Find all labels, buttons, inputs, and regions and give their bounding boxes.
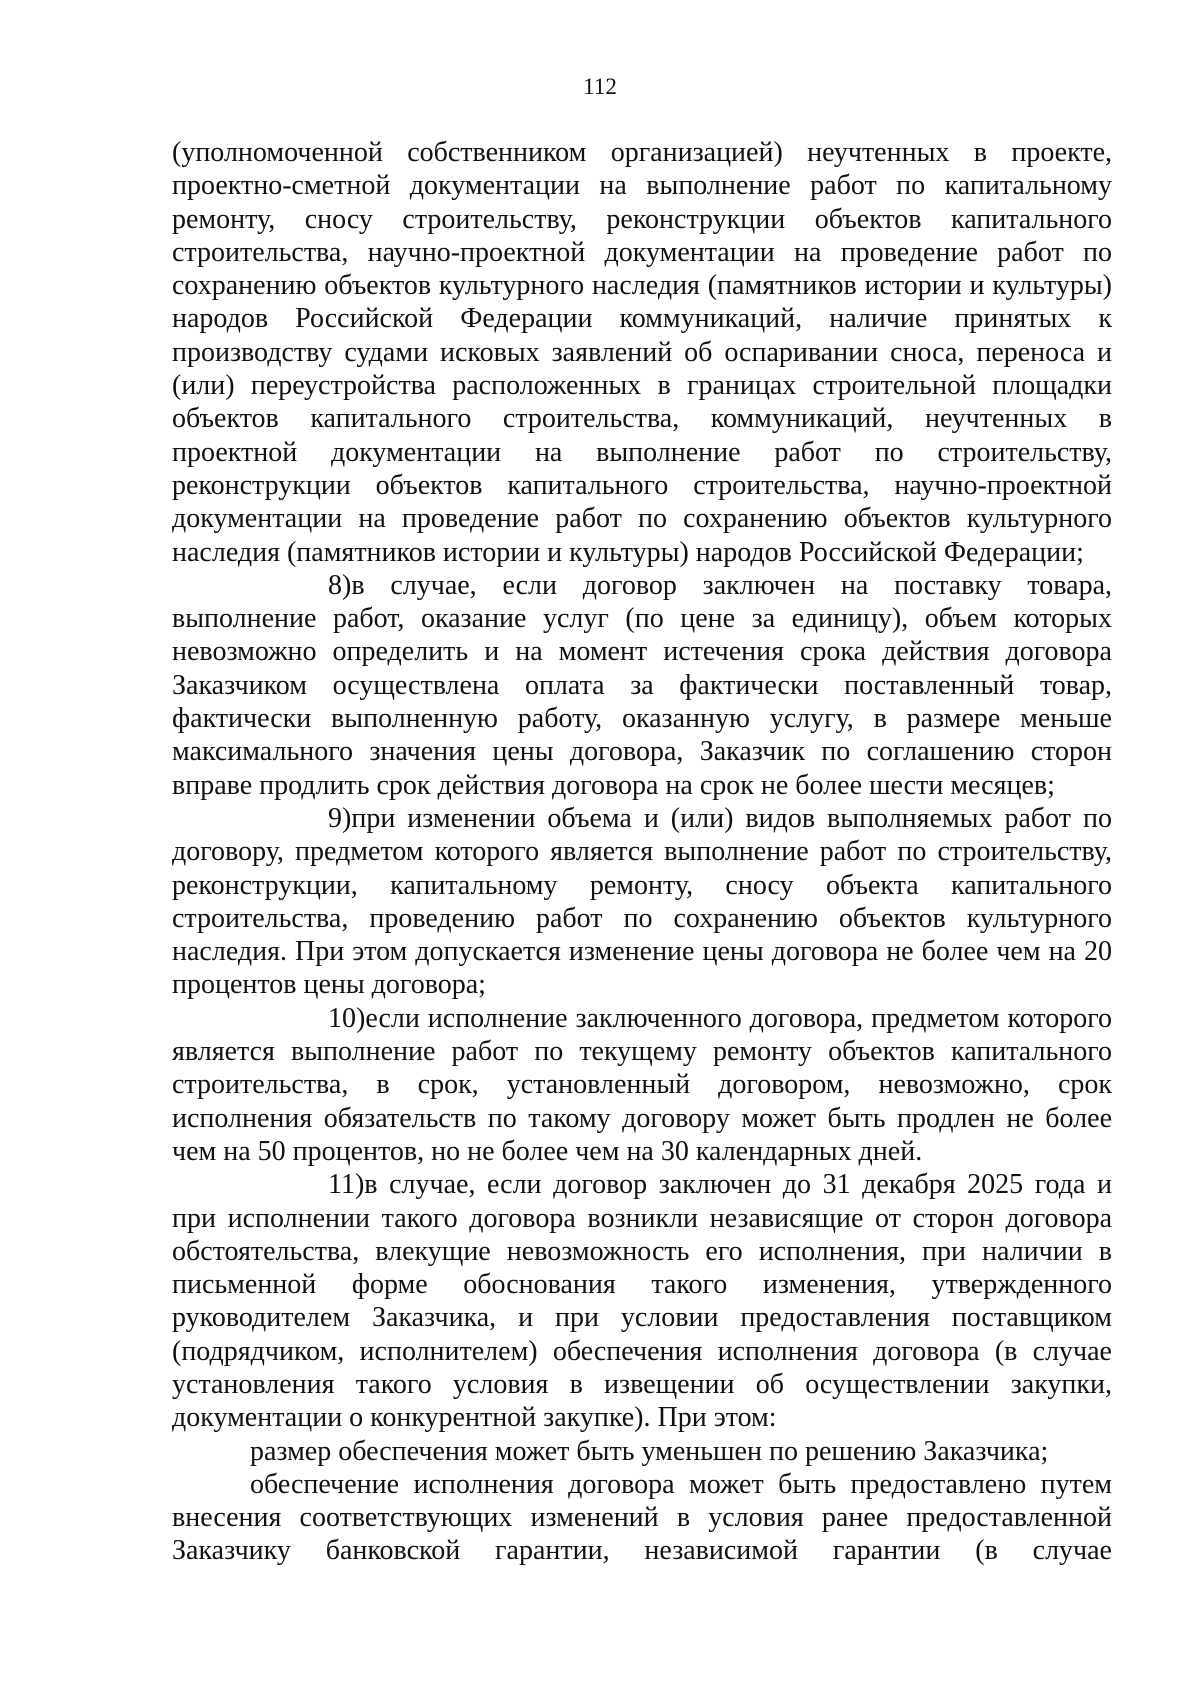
list-item-number: 10) <box>328 1002 366 1034</box>
list-item-number: 9) <box>328 802 352 834</box>
list-item-11 <box>172 1168 1112 1434</box>
paragraph-text: при изменении объема и (или) видов выполняемых работ по договору, предметом которого является выполнение работ по строительству, реконструкции, капитальному ремонту, сносу объекта капитального строительства, проведению работ по сохранению объектов культурного наследия. При этом допускается изменение цены договора не более чем на 20 процентов цены договора; <box>172 802 1112 1001</box>
document-body <box>172 136 1112 1568</box>
paragraph-security-reduction <box>172 1435 1112 1468</box>
list-item-number: 11) <box>328 1169 365 1201</box>
paragraph-text: в случае, если договор заключен на поставку товара, выполнение работ, оказание услуг (по цене за единицу), объем которых невозможно определить и на момент истечения срока действия договора Заказчиком осуществлена оплата за фактически поставленный товар, фактически выполненную работу, оказанную услугу, в размере меньше максимального значения цены договора, Заказчик по соглашению сторон вправе продлить срок действия договора на срок не более шести месяцев; <box>172 569 1112 801</box>
list-item-number: 8) <box>328 569 352 601</box>
paragraph-continuation <box>172 136 1112 569</box>
list-item-8 <box>172 569 1112 802</box>
paragraph-text: если исполнение заключенного договора, предметом которого является выполнение работ по текущему ремонту объектов капитального строительства, в срок, установленный договором, невозможно, срок исполнения обязательств по такому договору может быть продлен не более чем на 50 процентов, но не более чем на 30 календарных дней. <box>172 1002 1112 1167</box>
list-item-9 <box>172 802 1112 1002</box>
paragraph-security-provision <box>172 1468 1112 1568</box>
list-item-10 <box>172 1002 1112 1168</box>
page-number: 112 <box>583 74 617 99</box>
paragraph-text: в случае, если договор заключен до 31 декабря 2025 года и при исполнении такого договора возникли независящие от сторон договора обстоятельства, влекущие невозможность его исполнения, при наличии в письменной форме обоснования такого изменения, утвержденного руководителем Заказчика, и при условии предоставления поставщиком (подрядчиком, исполнителем) обеспечения исполнения договора (в случае установления такого условия в извещении об осуществлении закупки, документации о конкурентной закупке). При этом: <box>172 1169 1112 1434</box>
paragraph-text: обеспечение исполнения договора может быть предоставлено путем внесения соответствующих изменений в условия ранее предоставленной Заказчику банковской гарантии, независимой гарантии (в случае <box>172 1468 1112 1567</box>
paragraph-text: размер обеспечения может быть уменьшен по решению Заказчика; <box>250 1435 1049 1467</box>
paragraph-text: (уполномоченной собственником организацией) неучтенных в проекте, проектно-сметной документации на выполнение работ по капитальному ремонту, сносу строительству, реконструкции объектов капитального строительства, научно-проектной документации на проведение работ по сохранению объектов культурного наследия (памятников истории и культуры) народов Российской Федерации коммуникаций, наличие принятых к производству судами исковых заявлений об оспаривании сноса, переноса и (или) переустройства расположенных в границах строительной площадки объектов капитального строительства, коммуникаций, неучтенных в проектной документации на выполнение работ по строительству, реконструкции объектов капитального строительства, научно-проектной документации на проведение работ по сохранению объектов культурного наследия (памятников истории и культуры) народов Российской Федерации; <box>172 137 1112 568</box>
